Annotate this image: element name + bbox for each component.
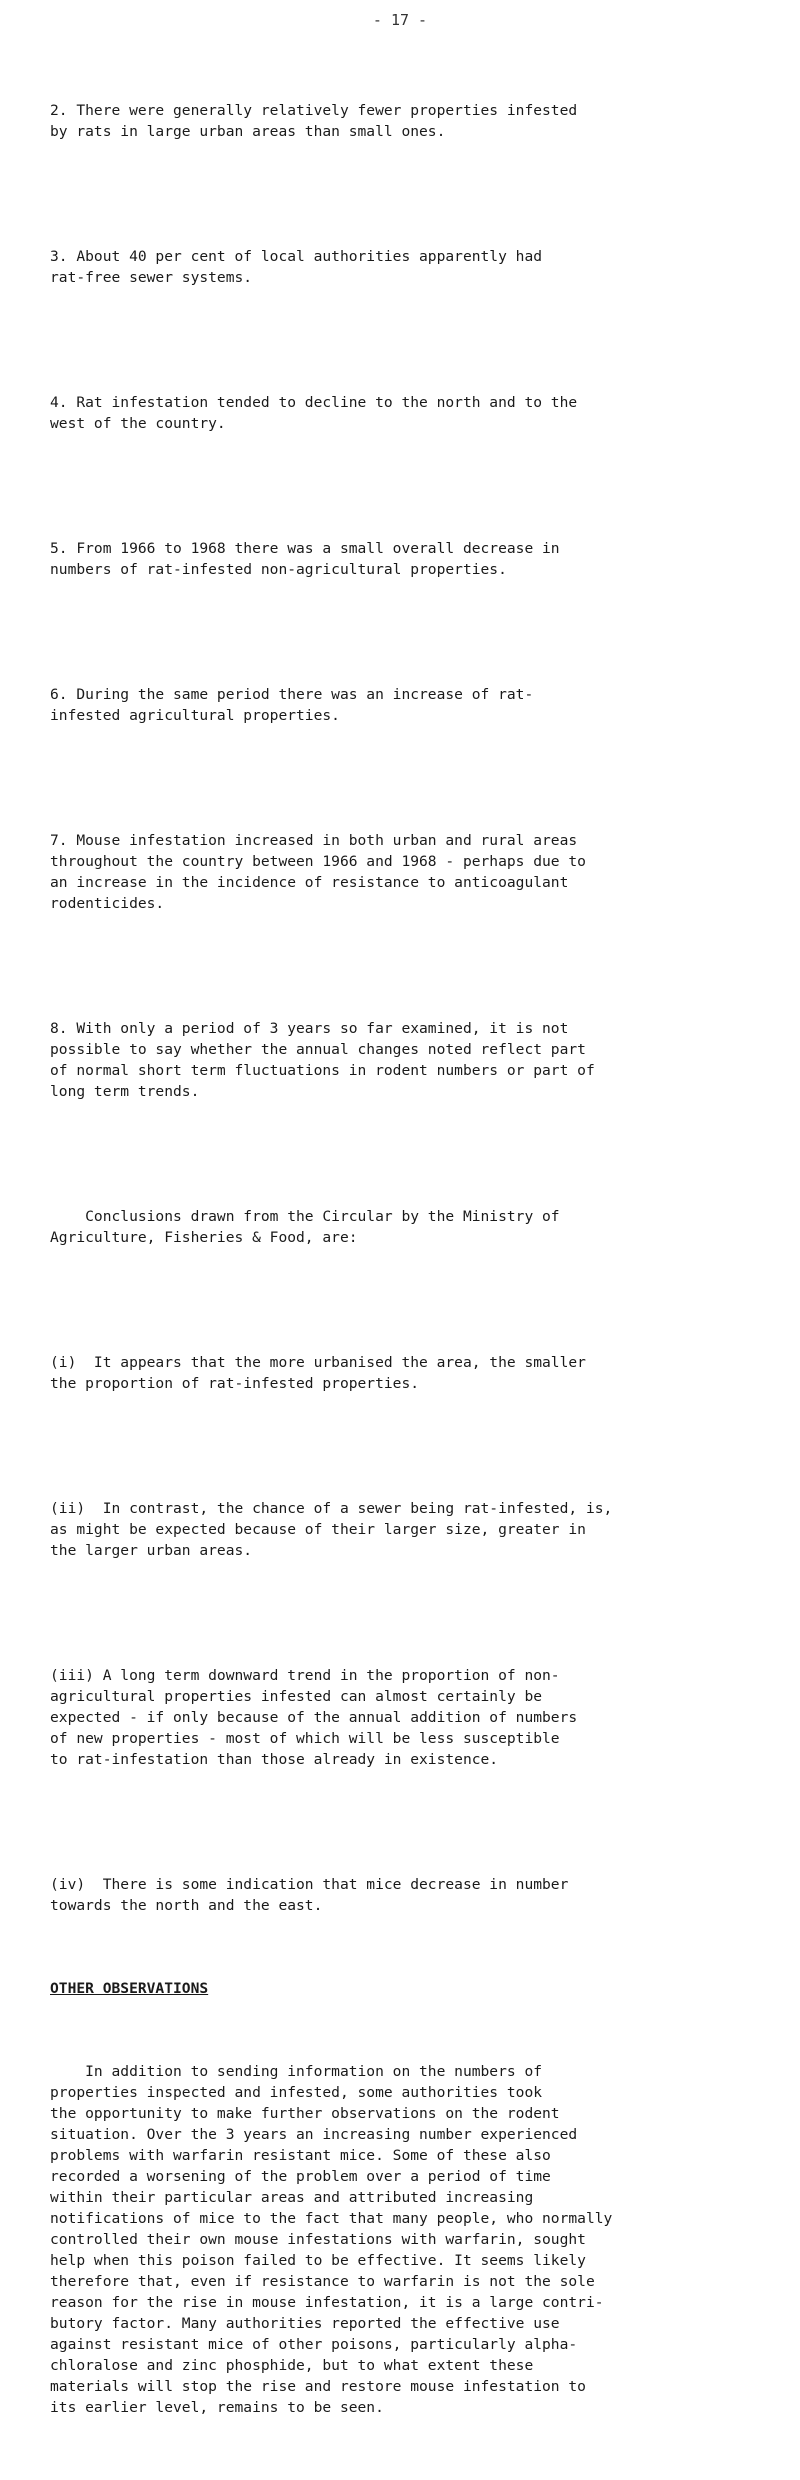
text-line: 3. About 40 per cent of local authorities apparently had <box>50 248 543 265</box>
finding-2 <box>50 58 790 184</box>
text-line: recorded a worsening of the problem over a period of time <box>50 2168 551 2185</box>
finding-7 <box>50 788 790 956</box>
text-line: agricultural properties infested can almost certainly be <box>50 1688 543 1705</box>
conclusions-list <box>50 1310 790 1958</box>
other-observations-body <box>50 2019 790 2460</box>
text-line: rat-free sewer systems. <box>50 269 253 286</box>
finding-4 <box>50 350 790 476</box>
text-line: towards the north and the east. <box>50 1897 323 1914</box>
text-line: 8. With only a period of 3 years so far examined, it is not <box>50 1020 569 1037</box>
text-line: materials will stop the rise and restore mouse infestation to <box>50 2378 586 2395</box>
finding-8 <box>50 976 790 1144</box>
text-line: the larger urban areas. <box>50 1542 253 1559</box>
text-line: to rat-infestation than those already in existence. <box>50 1751 499 1768</box>
text-line: infested agricultural properties. <box>50 707 340 724</box>
text-line: help when this poison failed to be effective. It seems likely <box>50 2252 586 2269</box>
text-line: 5. From 1966 to 1968 there was a small overall decrease in <box>50 540 560 557</box>
page-number: - 17 - <box>372 11 428 29</box>
text-line: notifications of mice to the fact that many people, who normally <box>50 2210 613 2227</box>
conclusion-i <box>50 1310 790 1436</box>
text-line: problems with warfarin resistant mice. Some of these also <box>50 2147 551 2164</box>
text-line: 7. Mouse infestation increased in both urban and rural areas <box>50 832 578 849</box>
text-line: reason for the rise in mouse infestation, it is a large contri- <box>50 2294 604 2311</box>
text-line: butory factor. Many authorities reported the effective use <box>50 2315 560 2332</box>
text-line: its earlier level, remains to be seen. <box>50 2399 384 2416</box>
text-line: 4. Rat infestation tended to decline to the north and to the <box>50 394 578 411</box>
text-line: against resistant mice of other poisons, particularly alpha- <box>50 2336 578 2353</box>
text-line: controlled their own mouse infestations with warfarin, sought <box>50 2231 586 2248</box>
text-line: by rats in large urban areas than small ones. <box>50 123 446 140</box>
conclusion-iv <box>50 1832 790 1958</box>
text-line: numbers of rat-infested non-agricultural properties. <box>50 561 507 578</box>
text-line: (i) It appears that the more urbanised the area, the smaller <box>50 1354 586 1371</box>
conclusion-iii <box>50 1623 790 1812</box>
text-line: possible to say whether the annual changes noted reflect part <box>50 1041 586 1058</box>
conclusions-intro <box>50 1164 790 1290</box>
text-line: 2. There were generally relatively fewer properties infested <box>50 102 578 119</box>
document-body <box>50 58 790 2480</box>
text-line: within their particular areas and attributed increasing <box>50 2189 534 2206</box>
section-heading: OTHER OBSERVATIONS <box>50 1980 209 1997</box>
finding-3 <box>50 204 790 330</box>
text-line: Conclusions drawn from the Circular by the Ministry of <box>50 1208 560 1225</box>
text-line: therefore that, even if resistance to warfarin is not the sole <box>50 2273 595 2290</box>
text-line: (ii) In contrast, the chance of a sewer being rat-infested, is, <box>50 1500 613 1517</box>
text-line: chloralose and zinc phosphide, but to what extent these <box>50 2357 534 2374</box>
text-line: In addition to sending information on the numbers of <box>50 2063 543 2080</box>
text-line: properties inspected and infested, some authorities took <box>50 2084 543 2101</box>
text-line: west of the country. <box>50 415 226 432</box>
text-line: long term trends. <box>50 1083 200 1100</box>
text-line: rodenticides. <box>50 895 165 912</box>
text-line: situation. Over the 3 years an increasing number experienced <box>50 2126 578 2143</box>
text-line: (iii) A long term downward trend in the proportion of non- <box>50 1667 560 1684</box>
text-line: of normal short term fluctuations in rodent numbers or part of <box>50 1062 595 1079</box>
finding-5 <box>50 496 790 622</box>
findings-list <box>50 58 790 1144</box>
text-line: of new properties - most of which will be less susceptible <box>50 1730 560 1747</box>
text-line: throughout the country between 1966 and 1968 - perhaps due to <box>50 853 586 870</box>
conclusion-ii <box>50 1456 790 1603</box>
text-line: an increase in the incidence of resistance to anticoagulant <box>50 874 569 891</box>
text-line: the proportion of rat-infested properties. <box>50 1375 420 1392</box>
text-line: the opportunity to make further observations on the rodent <box>50 2105 560 2122</box>
text-line: 6. During the same period there was an increase of rat- <box>50 686 534 703</box>
finding-6 <box>50 642 790 768</box>
text-line: as might be expected because of their larger size, greater in <box>50 1521 586 1538</box>
text-line: expected - if only because of the annual addition of numbers <box>50 1709 578 1726</box>
text-line: (iv) There is some indication that mice decrease in number <box>50 1876 569 1893</box>
text-line: Agriculture, Fisheries & Food, are: <box>50 1229 358 1246</box>
